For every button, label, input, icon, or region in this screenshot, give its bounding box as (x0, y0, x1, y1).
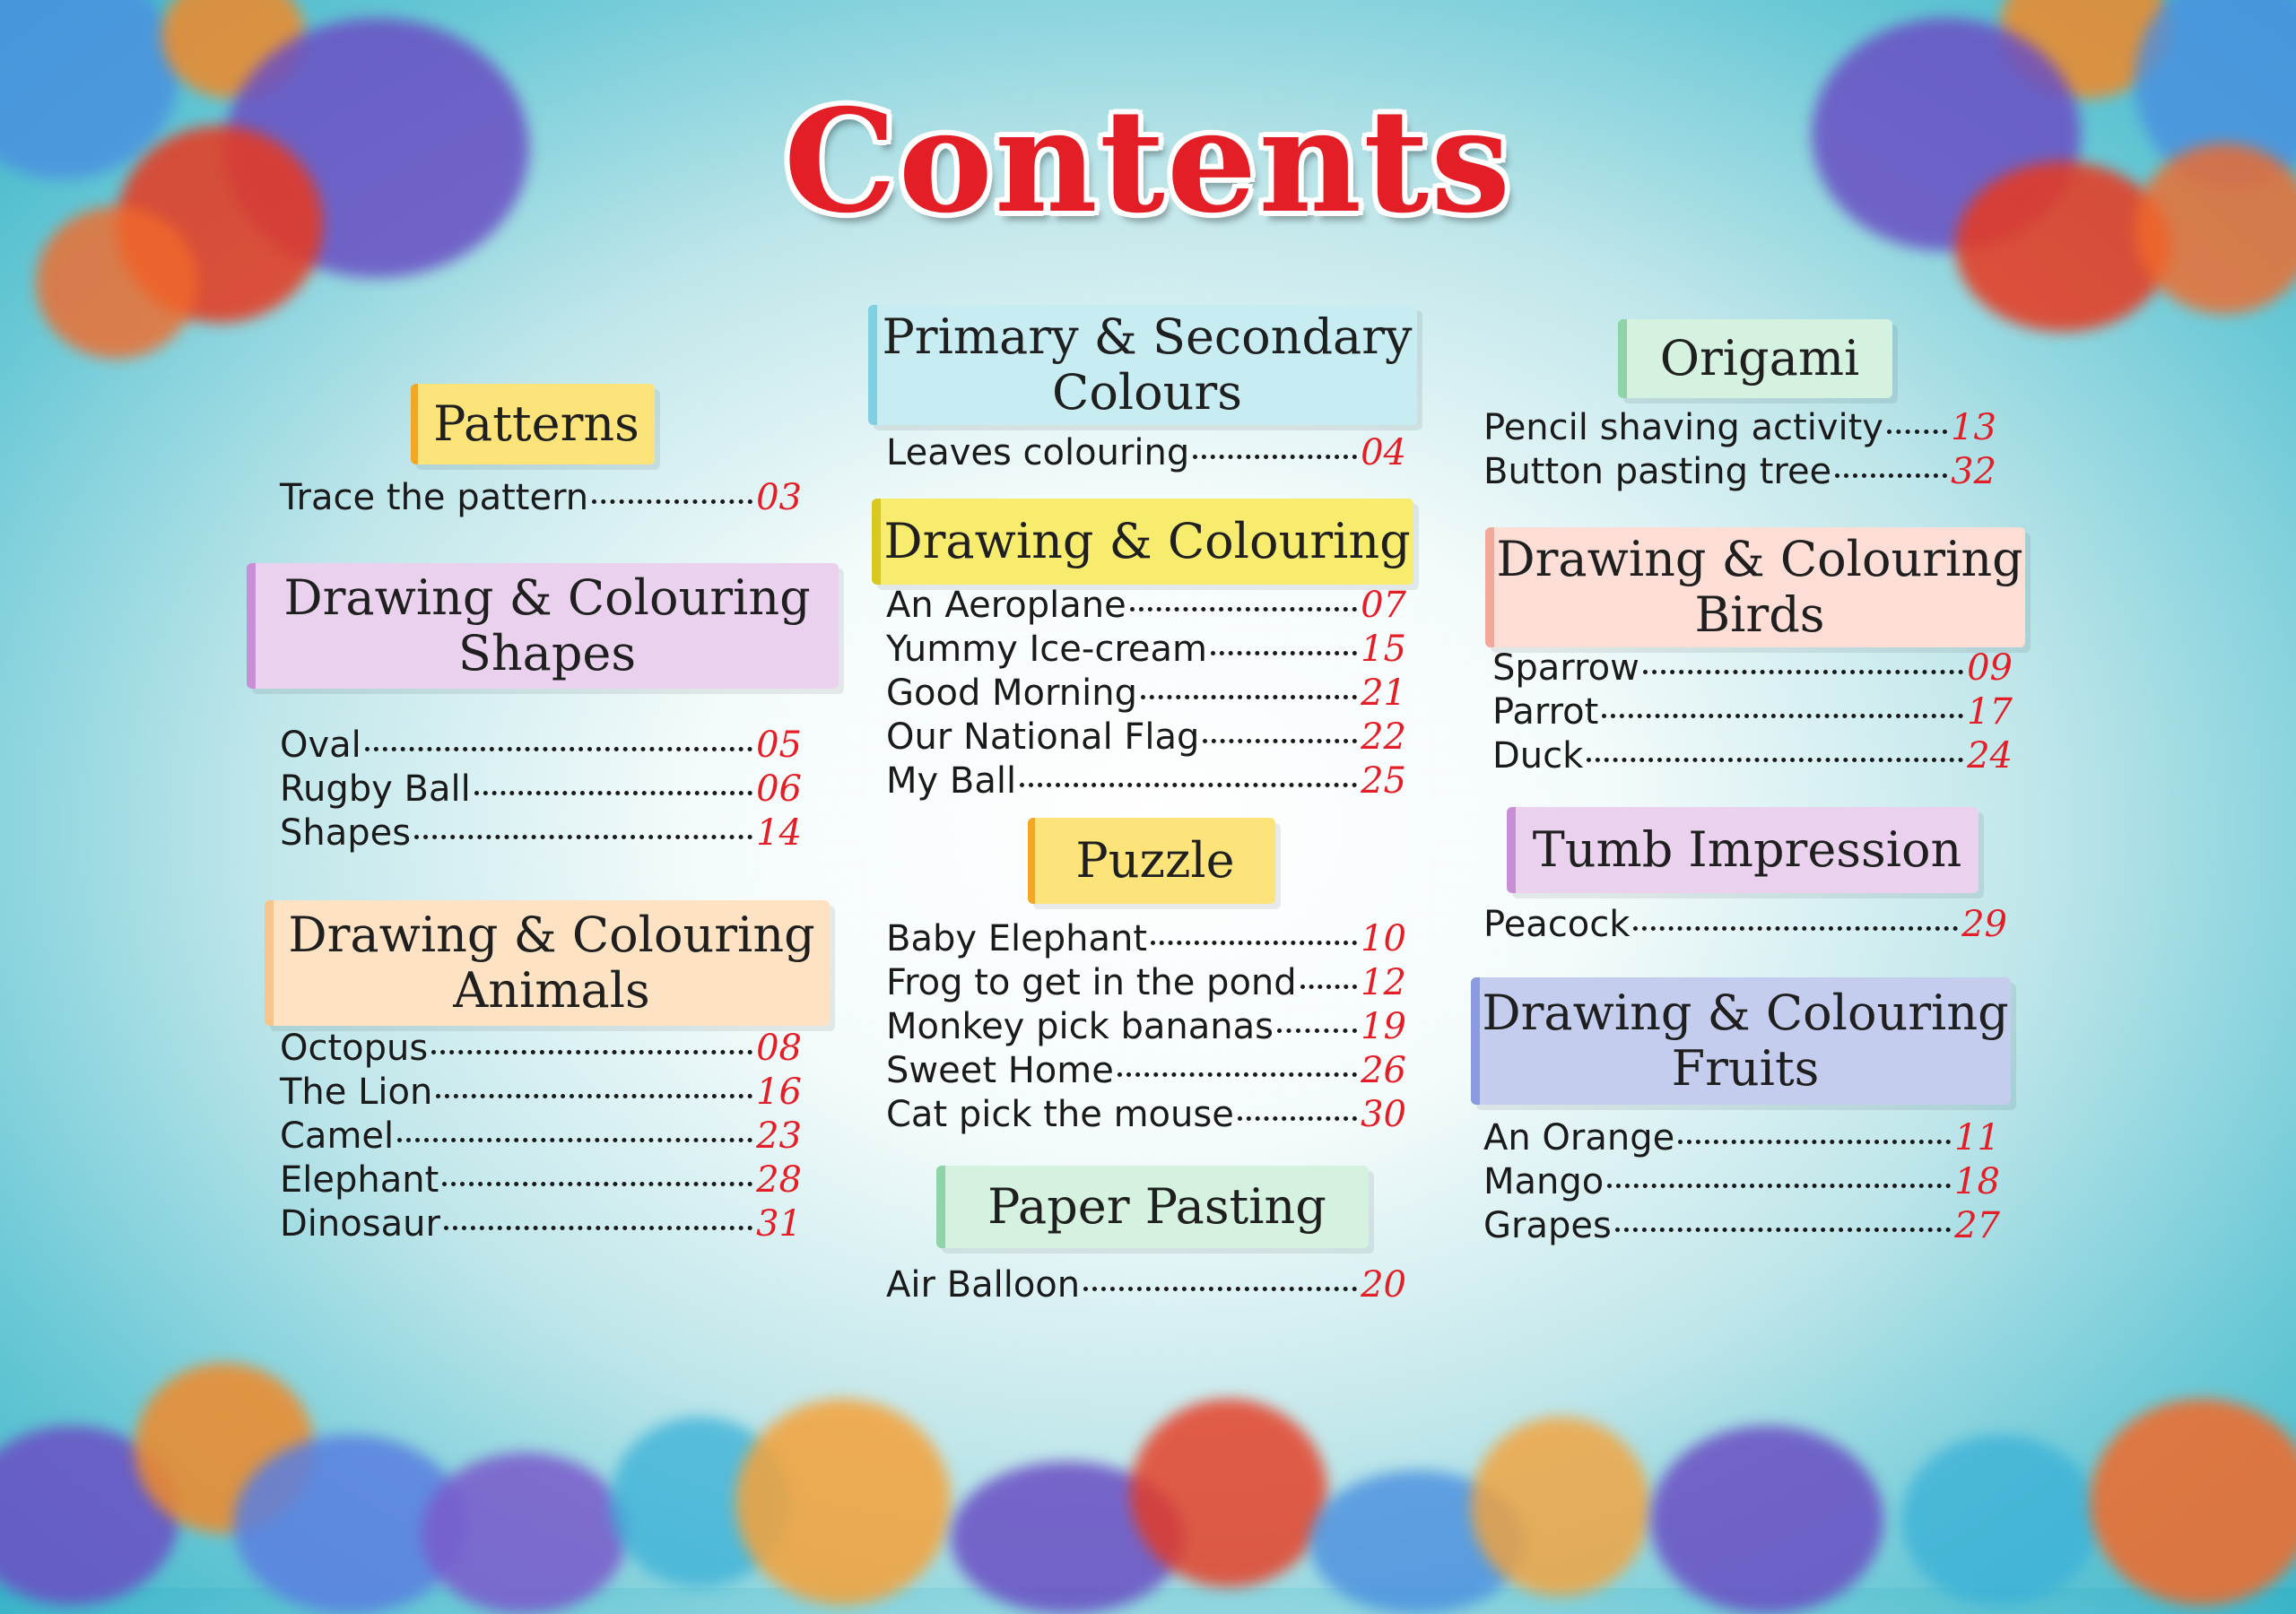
entry-label: Frog to get in the pond (886, 962, 1297, 1003)
section-heading: Puzzle (1028, 818, 1275, 904)
entry-label: My Ball (886, 760, 1017, 802)
page-number: 12 (1361, 962, 1406, 1003)
dot-leader (1277, 1028, 1357, 1033)
page-number: 09 (1967, 647, 2013, 689)
page-number: 13 (1951, 407, 1996, 448)
dot-leader (436, 1094, 752, 1098)
toc-entry[interactable] (886, 962, 1406, 1006)
dot-leader (365, 747, 752, 751)
dot-leader (414, 835, 752, 839)
dot-leader (1118, 1072, 1357, 1077)
dot-leader (1020, 783, 1357, 787)
dot-leader (1141, 695, 1357, 699)
entry-label: Pencil shaving activity (1483, 407, 1883, 448)
heading-line: Drawing & Colouring (1482, 985, 2009, 1041)
dot-leader (442, 1182, 752, 1186)
section-heading: Paper Pasting (936, 1166, 1369, 1248)
heading-line: Fruits (1671, 1040, 1820, 1097)
toc-entry[interactable] (280, 477, 802, 521)
heading-line: Colours (1052, 364, 1242, 421)
toc-entry[interactable] (280, 1072, 802, 1115)
toc-entry[interactable] (886, 716, 1406, 760)
entry-label: Cat pick the mouse (886, 1094, 1234, 1135)
toc-entry[interactable] (280, 1028, 802, 1072)
toc-entry[interactable] (280, 1203, 802, 1247)
entry-label: Good Morning (886, 672, 1137, 714)
page-number: 30 (1361, 1094, 1406, 1135)
toc-entry[interactable] (280, 768, 802, 812)
section-heading: Patterns (411, 384, 655, 464)
page-number: 23 (756, 1115, 802, 1157)
page-number: 18 (1954, 1161, 2000, 1202)
entry-label: Trace the pattern (280, 477, 589, 518)
page-number: 16 (756, 1072, 802, 1113)
section-heading (247, 563, 839, 689)
entry-label: Sweet Home (886, 1050, 1114, 1091)
heading-line: Shapes (457, 625, 637, 681)
entry-label: Peacock (1483, 904, 1631, 945)
page-number: 14 (756, 812, 802, 854)
toc-entry[interactable] (280, 812, 802, 856)
toc-entry[interactable] (886, 918, 1406, 962)
dot-leader (1203, 739, 1357, 743)
entry-label: An Orange (1483, 1117, 1675, 1158)
dot-leader (1633, 926, 1958, 931)
page-number: 04 (1361, 432, 1406, 473)
toc-entry[interactable] (1483, 904, 2007, 948)
entry-label: Air Balloon (886, 1264, 1081, 1306)
entry-label: Monkey pick bananas (886, 1006, 1274, 1047)
entry-label: Rugby Ball (280, 768, 471, 810)
toc-entry[interactable] (886, 585, 1406, 629)
entry-label: Camel (280, 1115, 395, 1157)
dot-leader (1607, 1184, 1951, 1188)
section-heading: Drawing & Colouring (872, 499, 1413, 585)
entry-label: Sparrow (1492, 647, 1639, 689)
page-number: 07 (1361, 585, 1406, 626)
dot-leader (1083, 1287, 1357, 1291)
entry-label: Baby Elephant (886, 918, 1148, 959)
section-heading (1485, 527, 2025, 647)
dot-leader (1643, 670, 1963, 674)
dot-leader (397, 1138, 752, 1142)
entry-label: Our National Flag (886, 716, 1200, 758)
page-number: 03 (756, 477, 802, 518)
toc-entry[interactable] (1483, 1161, 2000, 1205)
toc-entry[interactable] (1492, 647, 2013, 691)
section-heading: Tumb Impression (1507, 807, 1979, 893)
toc-entry[interactable] (886, 1006, 1406, 1050)
page-number: 27 (1954, 1205, 2000, 1246)
section-heading: Origami (1618, 319, 1892, 398)
dot-leader (444, 1226, 752, 1230)
dot-leader (1587, 758, 1963, 762)
page-number: 21 (1361, 672, 1406, 714)
dot-leader (1678, 1140, 1951, 1144)
dot-leader (431, 1050, 752, 1054)
entry-label: Shapes (280, 812, 412, 854)
toc-entry[interactable] (1483, 451, 1996, 495)
entry-label: Parrot (1492, 691, 1599, 733)
toc-entry[interactable] (886, 1094, 1406, 1138)
dot-leader (1130, 607, 1357, 612)
dot-leader (1300, 985, 1357, 989)
entry-label: Leaves colouring (886, 432, 1190, 473)
entry-label: Elephant (280, 1159, 439, 1201)
page-number: 25 (1361, 760, 1406, 802)
heading-line: Birds (1694, 586, 1825, 643)
entry-label: Yummy Ice-cream (886, 629, 1207, 670)
entry-label: The Lion (280, 1072, 433, 1113)
dot-leader (474, 791, 752, 795)
entry-label: Oval (280, 725, 361, 766)
toc-entry[interactable] (1492, 691, 2013, 735)
entry-label: Dinosaur (280, 1203, 440, 1245)
toc-entry[interactable] (1483, 407, 1996, 451)
toc-entry[interactable] (1492, 735, 2013, 779)
entry-label: Octopus (280, 1028, 429, 1069)
dot-leader (1151, 941, 1357, 945)
dot-leader (1211, 651, 1357, 655)
entry-label: Duck (1492, 735, 1584, 777)
toc-entry[interactable] (886, 432, 1406, 476)
toc-entry[interactable] (280, 725, 802, 768)
page-number: 20 (1361, 1264, 1406, 1306)
entry-label: Mango (1483, 1161, 1605, 1202)
page-number: 05 (756, 725, 802, 766)
section-heading (1471, 977, 2011, 1105)
heading-line: Drawing & Colouring (283, 569, 811, 626)
dot-leader (1238, 1116, 1357, 1121)
page-number: 32 (1951, 451, 1996, 492)
entry-label: An Aeroplane (886, 585, 1126, 626)
page-number: 19 (1361, 1006, 1406, 1047)
toc-entry[interactable] (1483, 1205, 2000, 1249)
page-number: 28 (756, 1159, 802, 1201)
page-number: 08 (756, 1028, 802, 1069)
heading-line: Primary & Secondary (882, 308, 1413, 365)
page-number: 24 (1967, 735, 2013, 777)
dot-leader (592, 499, 752, 504)
dot-leader (1602, 714, 1963, 718)
toc-entry[interactable] (886, 672, 1406, 716)
page-number: 06 (756, 768, 802, 810)
page-title: Contents (783, 79, 1513, 245)
heading-line: Animals (453, 962, 650, 1019)
section-heading (868, 305, 1417, 425)
heading-line: Drawing & Colouring (1496, 531, 2023, 587)
entry-label: Grapes (1483, 1205, 1612, 1246)
page-number: 26 (1361, 1050, 1406, 1091)
toc-entry[interactable] (886, 1050, 1406, 1094)
page-number: 17 (1967, 691, 2013, 733)
heading-line: Drawing & Colouring (288, 907, 815, 963)
dot-leader (1615, 1228, 1951, 1232)
toc-entry[interactable] (280, 1159, 802, 1203)
toc-entry[interactable] (1483, 1117, 2000, 1161)
toc-entry[interactable] (886, 1264, 1406, 1308)
page-number: 22 (1361, 716, 1406, 758)
dot-leader (1835, 473, 1947, 478)
toc-entry[interactable] (886, 760, 1406, 804)
page-number: 10 (1361, 918, 1406, 959)
page-number: 29 (1961, 904, 2007, 945)
section-heading (265, 900, 830, 1026)
page-number: 31 (756, 1203, 802, 1245)
page-number: 11 (1954, 1117, 2000, 1158)
entry-label: Button pasting tree (1483, 451, 1832, 492)
toc-entry[interactable] (886, 629, 1406, 672)
dot-leader (1193, 455, 1357, 459)
dot-leader (1887, 430, 1947, 434)
toc-entry[interactable] (280, 1115, 802, 1159)
page-number: 15 (1361, 629, 1406, 670)
